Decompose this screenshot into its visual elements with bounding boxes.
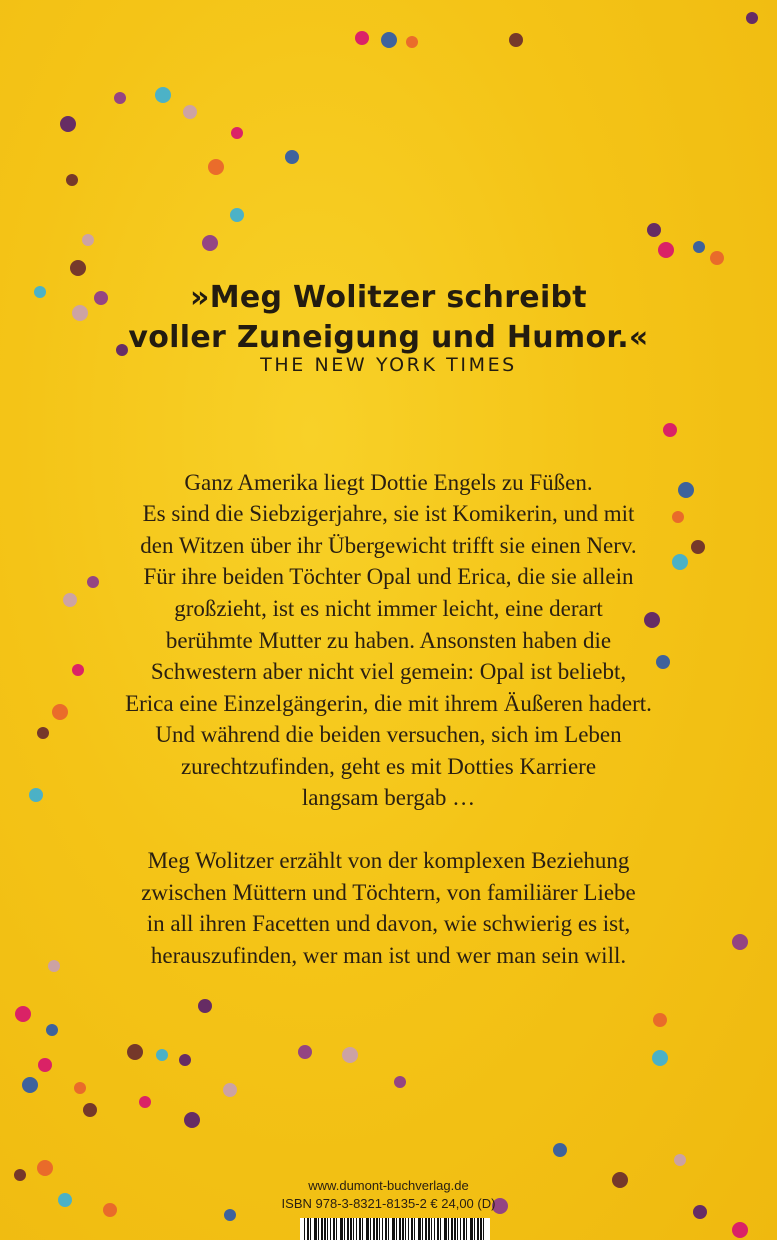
barcode-bar bbox=[460, 1218, 461, 1240]
barcode-bar bbox=[480, 1218, 482, 1240]
confetti-dot bbox=[208, 159, 224, 175]
barcode-bar bbox=[434, 1218, 435, 1240]
barcode-bar bbox=[483, 1218, 484, 1240]
barcode-bar bbox=[425, 1218, 427, 1240]
barcode-bar bbox=[340, 1218, 343, 1240]
barcode-bar bbox=[440, 1218, 441, 1240]
barcode-bar bbox=[428, 1218, 430, 1240]
barcode-bar bbox=[379, 1218, 380, 1240]
blurb-line: Es sind die Siebzigerjahre, sie ist Komikerin, und mit bbox=[142, 501, 635, 526]
barcode-bar bbox=[402, 1218, 404, 1240]
confetti-dot bbox=[230, 208, 244, 222]
barcode-bar bbox=[344, 1218, 345, 1240]
blurb-line: Meg Wolitzer erzählt von der komplexen Beziehung bbox=[147, 848, 630, 873]
confetti-dot bbox=[285, 150, 299, 164]
barcode-bar bbox=[382, 1218, 383, 1240]
confetti-dot bbox=[710, 251, 724, 265]
barcode-bar bbox=[370, 1218, 371, 1240]
confetti-dot bbox=[38, 1058, 52, 1072]
barcode-bar bbox=[431, 1218, 432, 1240]
barcode-bar bbox=[444, 1218, 447, 1240]
confetti-dot bbox=[342, 1047, 358, 1063]
confetti-dot bbox=[231, 127, 243, 139]
barcode-bar bbox=[405, 1218, 406, 1240]
barcode-bar bbox=[356, 1218, 357, 1240]
barcode-bar bbox=[304, 1218, 305, 1240]
confetti-dot bbox=[509, 33, 523, 47]
blurb-line: Ganz Amerika liegt Dottie Engels zu Füßen. bbox=[184, 470, 593, 495]
barcode-bar bbox=[373, 1218, 375, 1240]
confetti-dot bbox=[37, 1160, 53, 1176]
review-quote-line-2: voller Zuneigung und Humor.« bbox=[128, 320, 649, 355]
review-quote-line-1: »Meg Wolitzer schreibt bbox=[190, 280, 587, 315]
confetti-dot bbox=[83, 1103, 97, 1117]
barcode-bar bbox=[324, 1218, 326, 1240]
confetti-dot bbox=[82, 234, 94, 246]
confetti-dot bbox=[658, 242, 674, 258]
confetti-dot bbox=[74, 1082, 86, 1094]
barcode-bar bbox=[408, 1218, 409, 1240]
barcode-bar bbox=[399, 1218, 401, 1240]
confetti-dot bbox=[653, 1013, 667, 1027]
confetti-dot bbox=[114, 92, 126, 104]
confetti-dot bbox=[179, 1054, 191, 1066]
barcode-bar bbox=[463, 1218, 465, 1240]
confetti-dot bbox=[156, 1049, 168, 1061]
barcode-bar bbox=[388, 1218, 389, 1240]
blurb-line: zwischen Müttern und Töchtern, von familiärer Liebe bbox=[141, 880, 636, 905]
blurb-line: Und während die beiden versuchen, sich im Leben bbox=[155, 722, 622, 747]
confetti-dot bbox=[60, 116, 76, 132]
blurb-line: in all ihren Facetten und davon, wie schwierig es ist, bbox=[146, 911, 631, 936]
blurb-line: großzieht, ist es nicht immer leicht, eine derart bbox=[174, 596, 603, 621]
confetti-dot bbox=[183, 105, 197, 119]
confetti-dot bbox=[139, 1096, 151, 1108]
confetti-dot bbox=[155, 87, 171, 103]
barcode-bar bbox=[362, 1218, 363, 1240]
confetti-dot bbox=[70, 260, 86, 276]
blurb-line: herauszufinden, wer man ist und wer man sein will. bbox=[150, 943, 627, 968]
confetti-dot bbox=[22, 1077, 38, 1093]
barcode-bar bbox=[307, 1218, 309, 1240]
barcode-bar bbox=[470, 1218, 473, 1240]
barcode-bar bbox=[376, 1218, 378, 1240]
confetti-dot bbox=[46, 1024, 58, 1036]
confetti-dot bbox=[223, 1083, 237, 1097]
barcode-bar bbox=[414, 1218, 415, 1240]
confetti-dot bbox=[198, 999, 212, 1013]
barcode-bar bbox=[454, 1218, 456, 1240]
blurb-line: Erica eine Einzelgängerin, die mit ihrem Äußeren hadert. bbox=[125, 691, 652, 716]
barcode-bar bbox=[392, 1218, 395, 1240]
confetti-dot bbox=[746, 12, 758, 24]
review-source: THE NEW YORK TIMES bbox=[260, 354, 517, 376]
blurb-line: langsam bergab … bbox=[301, 785, 476, 810]
confetti-dot bbox=[394, 1076, 406, 1088]
barcode-bar bbox=[466, 1218, 467, 1240]
barcode-bar bbox=[411, 1218, 413, 1240]
confetti-dot bbox=[15, 1006, 31, 1022]
confetti-dot bbox=[381, 32, 397, 48]
confetti-dot bbox=[184, 1112, 200, 1128]
barcode-bar bbox=[474, 1218, 475, 1240]
barcode-bar bbox=[366, 1218, 369, 1240]
publisher-website: www.dumont-buchverlag.de bbox=[308, 1178, 469, 1193]
barcode-bar bbox=[457, 1218, 458, 1240]
barcode-bar bbox=[385, 1218, 387, 1240]
isbn-price: ISBN 978-3-8321-8135-2 € 24,00 (D) bbox=[281, 1196, 496, 1211]
blurb-line: berühmte Mutter zu haben. Ansonsten haben die bbox=[165, 628, 612, 653]
barcode-bar bbox=[359, 1218, 361, 1240]
confetti-dot bbox=[355, 31, 369, 45]
confetti-dot bbox=[693, 241, 705, 253]
confetti-dot bbox=[406, 36, 418, 48]
barcode-bar bbox=[347, 1218, 349, 1240]
confetti-dot bbox=[652, 1050, 668, 1066]
barcode-bar bbox=[314, 1218, 317, 1240]
blurb-line: Schwestern aber nicht viel gemein: Opal ist beliebt, bbox=[150, 659, 627, 684]
blurb-line: Für ihre beiden Töchter Opal und Erica, die sie allein bbox=[143, 564, 634, 589]
barcode-bar bbox=[321, 1218, 323, 1240]
confetti-dot bbox=[663, 423, 677, 437]
confetti-dot bbox=[674, 1154, 686, 1166]
confetti-dot bbox=[127, 1044, 143, 1060]
barcode-bar bbox=[353, 1218, 354, 1240]
blurb-line: zurechtzufinden, geht es mit Dotties Karriere bbox=[180, 754, 597, 779]
barcode-bar bbox=[330, 1218, 331, 1240]
blurb-line: den Witzen über ihr Übergewicht trifft sie einen Nerv. bbox=[140, 533, 637, 558]
barcode-bar bbox=[418, 1218, 421, 1240]
confetti-dot bbox=[553, 1143, 567, 1157]
confetti-dot bbox=[732, 1222, 748, 1238]
confetti-dot bbox=[298, 1045, 312, 1059]
barcode-bar bbox=[448, 1218, 449, 1240]
barcode-bar bbox=[477, 1218, 479, 1240]
barcode-bar bbox=[396, 1218, 397, 1240]
barcode-bar bbox=[437, 1218, 439, 1240]
confetti-dot bbox=[647, 223, 661, 237]
barcode-bar bbox=[422, 1218, 423, 1240]
confetti-dot bbox=[202, 235, 218, 251]
barcode-bar bbox=[336, 1218, 337, 1240]
confetti-dot bbox=[66, 174, 78, 186]
barcode-bar bbox=[327, 1218, 328, 1240]
barcode bbox=[300, 1218, 490, 1240]
barcode-bar bbox=[350, 1218, 352, 1240]
barcode-bar bbox=[318, 1218, 319, 1240]
barcode-bar bbox=[333, 1218, 335, 1240]
barcode-bar bbox=[310, 1218, 311, 1240]
barcode-bar bbox=[451, 1218, 453, 1240]
